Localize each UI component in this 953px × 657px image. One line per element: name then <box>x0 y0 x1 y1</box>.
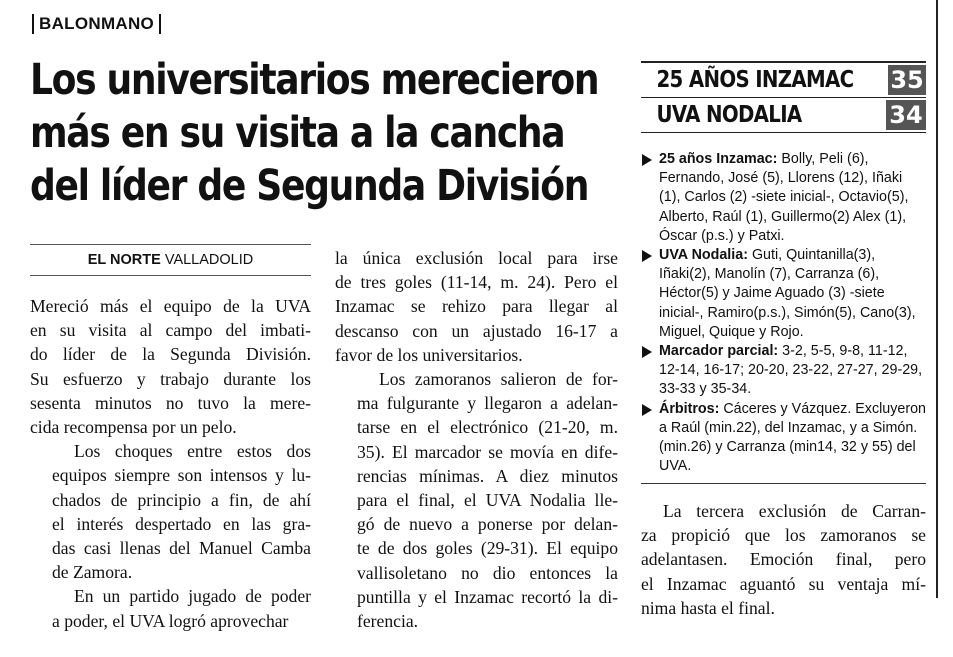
article-line: puntilla y el Inzamac recortó la di- <box>357 586 618 607</box>
article-line: te de dos goles (29-31). El equipo <box>357 538 618 559</box>
article-column-2 <box>335 246 618 633</box>
article-line: Los zamoranos salieron de for- <box>379 369 618 390</box>
ficha-label: Árbitros: <box>659 400 720 417</box>
article-paragraph <box>641 499 926 620</box>
article-line: para el final, el UVA Nodalia lle- <box>357 490 618 511</box>
article-paragraph <box>335 246 618 367</box>
ficha-item-referees <box>641 400 926 477</box>
article-column-1 <box>30 294 311 633</box>
ficha-item-away-team <box>641 246 926 342</box>
ficha-text: Bolly, Peli (6), Fernando, José (5), Llorens (12), Iñaki (1), Carlos (2) -siete inicial-, Octavio(5), Alberto, Raúl (1), Guillermo(2) Alex (1), Óscar (p.s.) y Patxi. <box>659 151 909 244</box>
article-line: descanso con un ajustado 16-17 a <box>335 320 618 341</box>
match-details <box>641 150 926 484</box>
page-edge-rule <box>936 0 938 598</box>
article-line: chados de principio a fin, de ahí <box>52 489 311 510</box>
article-line: la única exclusión local para irse <box>335 248 618 268</box>
headline-line: más en su visita a la cancha <box>30 108 565 158</box>
scoreboard <box>641 61 926 133</box>
byline-rule-bottom <box>30 275 311 276</box>
article-line: das casi llenas del Manuel Camba <box>52 538 311 559</box>
article-line: a poder, el UVA logró aprovechar <box>52 610 289 631</box>
article-column-3 <box>641 499 926 620</box>
article-line: do líder de la Segunda División. <box>30 344 311 365</box>
score-row-away <box>641 98 926 133</box>
article-line: rencias mínimas. A diez minutos <box>357 465 618 486</box>
article-line: Los choques entre estos dos <box>74 441 311 462</box>
article-line: de Zamora. <box>52 562 133 583</box>
article-line: ferencia. <box>357 611 419 632</box>
section-label <box>27 14 166 34</box>
byline-source: EL NORTE <box>87 252 161 268</box>
article-line: equipos siempre son intensos y lu- <box>52 465 311 486</box>
ficha-text: Guti, Quintanilla(3), Iñaki(2), Manolín (7), Carranza (6), Héctor(5) y Jaime Aguado (3) -siete inicial-, Ramiro(p.s.), Simón(5), Cano(3), Miguel, Quique y Rojo. <box>659 247 916 340</box>
article-line: Mereció más el equipo de la UVA <box>30 296 311 316</box>
article-line: Inzamac se rehizo para llegar al <box>335 296 618 317</box>
article-line: favor de los universitarios. <box>335 344 523 365</box>
article-line: en su visita al campo del imbati- <box>30 320 311 341</box>
article-line: el interés despertado en las gra- <box>52 513 311 534</box>
team-name-away: UVA NODALIA <box>656 102 802 128</box>
article-line: adelantasen. Emoción final, pero <box>641 549 926 570</box>
article-paragraph <box>30 439 311 584</box>
section-title: BALONMANO <box>39 14 155 33</box>
team-name-home: 25 AÑOS INZAMAC <box>656 67 854 93</box>
ficha-text: 3-2, 5-5, 9-8, 11-12, 12-14, 16-17; 20-20, 23-22, 27-27, 29-29, 33-33 y 35-34. <box>659 343 923 398</box>
article-line: ma fulgurante y llegaron a adelan- <box>357 393 618 414</box>
byline-rule-top <box>30 244 311 245</box>
article-line: En un partido jugado de poder <box>74 586 311 607</box>
article-line: de tres goles (11-14, m. 24). Pero el <box>335 272 618 293</box>
goals-home: 35 <box>888 65 926 95</box>
article-line: cida recompensa por un pelo. <box>30 417 237 438</box>
article-line: el Inzamac aguantó su ventaja mí- <box>641 573 926 594</box>
section-bar-right <box>159 14 161 34</box>
ficha-item-partial-score <box>641 342 926 400</box>
byline-city: VALLADOLID <box>164 252 254 268</box>
byline <box>30 252 311 268</box>
section-bar-left <box>32 14 34 34</box>
article-paragraph <box>30 584 311 632</box>
headline-line: Los universitarios merecieron <box>30 55 599 105</box>
article-line: gó de nuevo a ponerse por delan- <box>357 514 618 535</box>
article-line: 35). El marcador se movía en dife- <box>357 441 618 462</box>
article-line: za propició que los zamoranos se <box>641 525 926 546</box>
article-paragraph <box>30 294 311 439</box>
goals-away: 34 <box>886 100 926 130</box>
article-line: La tercera exclusión de Carran- <box>663 501 926 521</box>
article-line: Su esfuerzo y trabajo durante los <box>30 368 311 389</box>
article-line: vallisoletano no dio entonces la <box>357 562 618 583</box>
ficha-item-home-team <box>641 150 926 246</box>
ficha-label: UVA Nodalia: <box>659 247 748 264</box>
ficha-label: 25 años Inzamac: <box>659 151 778 167</box>
headline-line: del líder de Segunda División <box>30 161 589 211</box>
score-row-home <box>641 61 926 98</box>
headline <box>30 54 599 213</box>
article-line: nima hasta el final. <box>641 597 775 618</box>
ficha-text: Cáceres y Vázquez. Excluyeron a Raúl (min.22), del Inzamac, y a Simón. (min.26) y Carranza (min14, 32 y 55) del UVA. <box>659 400 926 475</box>
article-paragraph <box>335 367 618 633</box>
ficha-label: Marcador parcial: <box>659 343 779 360</box>
article-line: sesenta minutos no tuvo la mere- <box>30 392 311 413</box>
article-line: tarse en el electrónico (21-20, m. <box>357 417 618 438</box>
